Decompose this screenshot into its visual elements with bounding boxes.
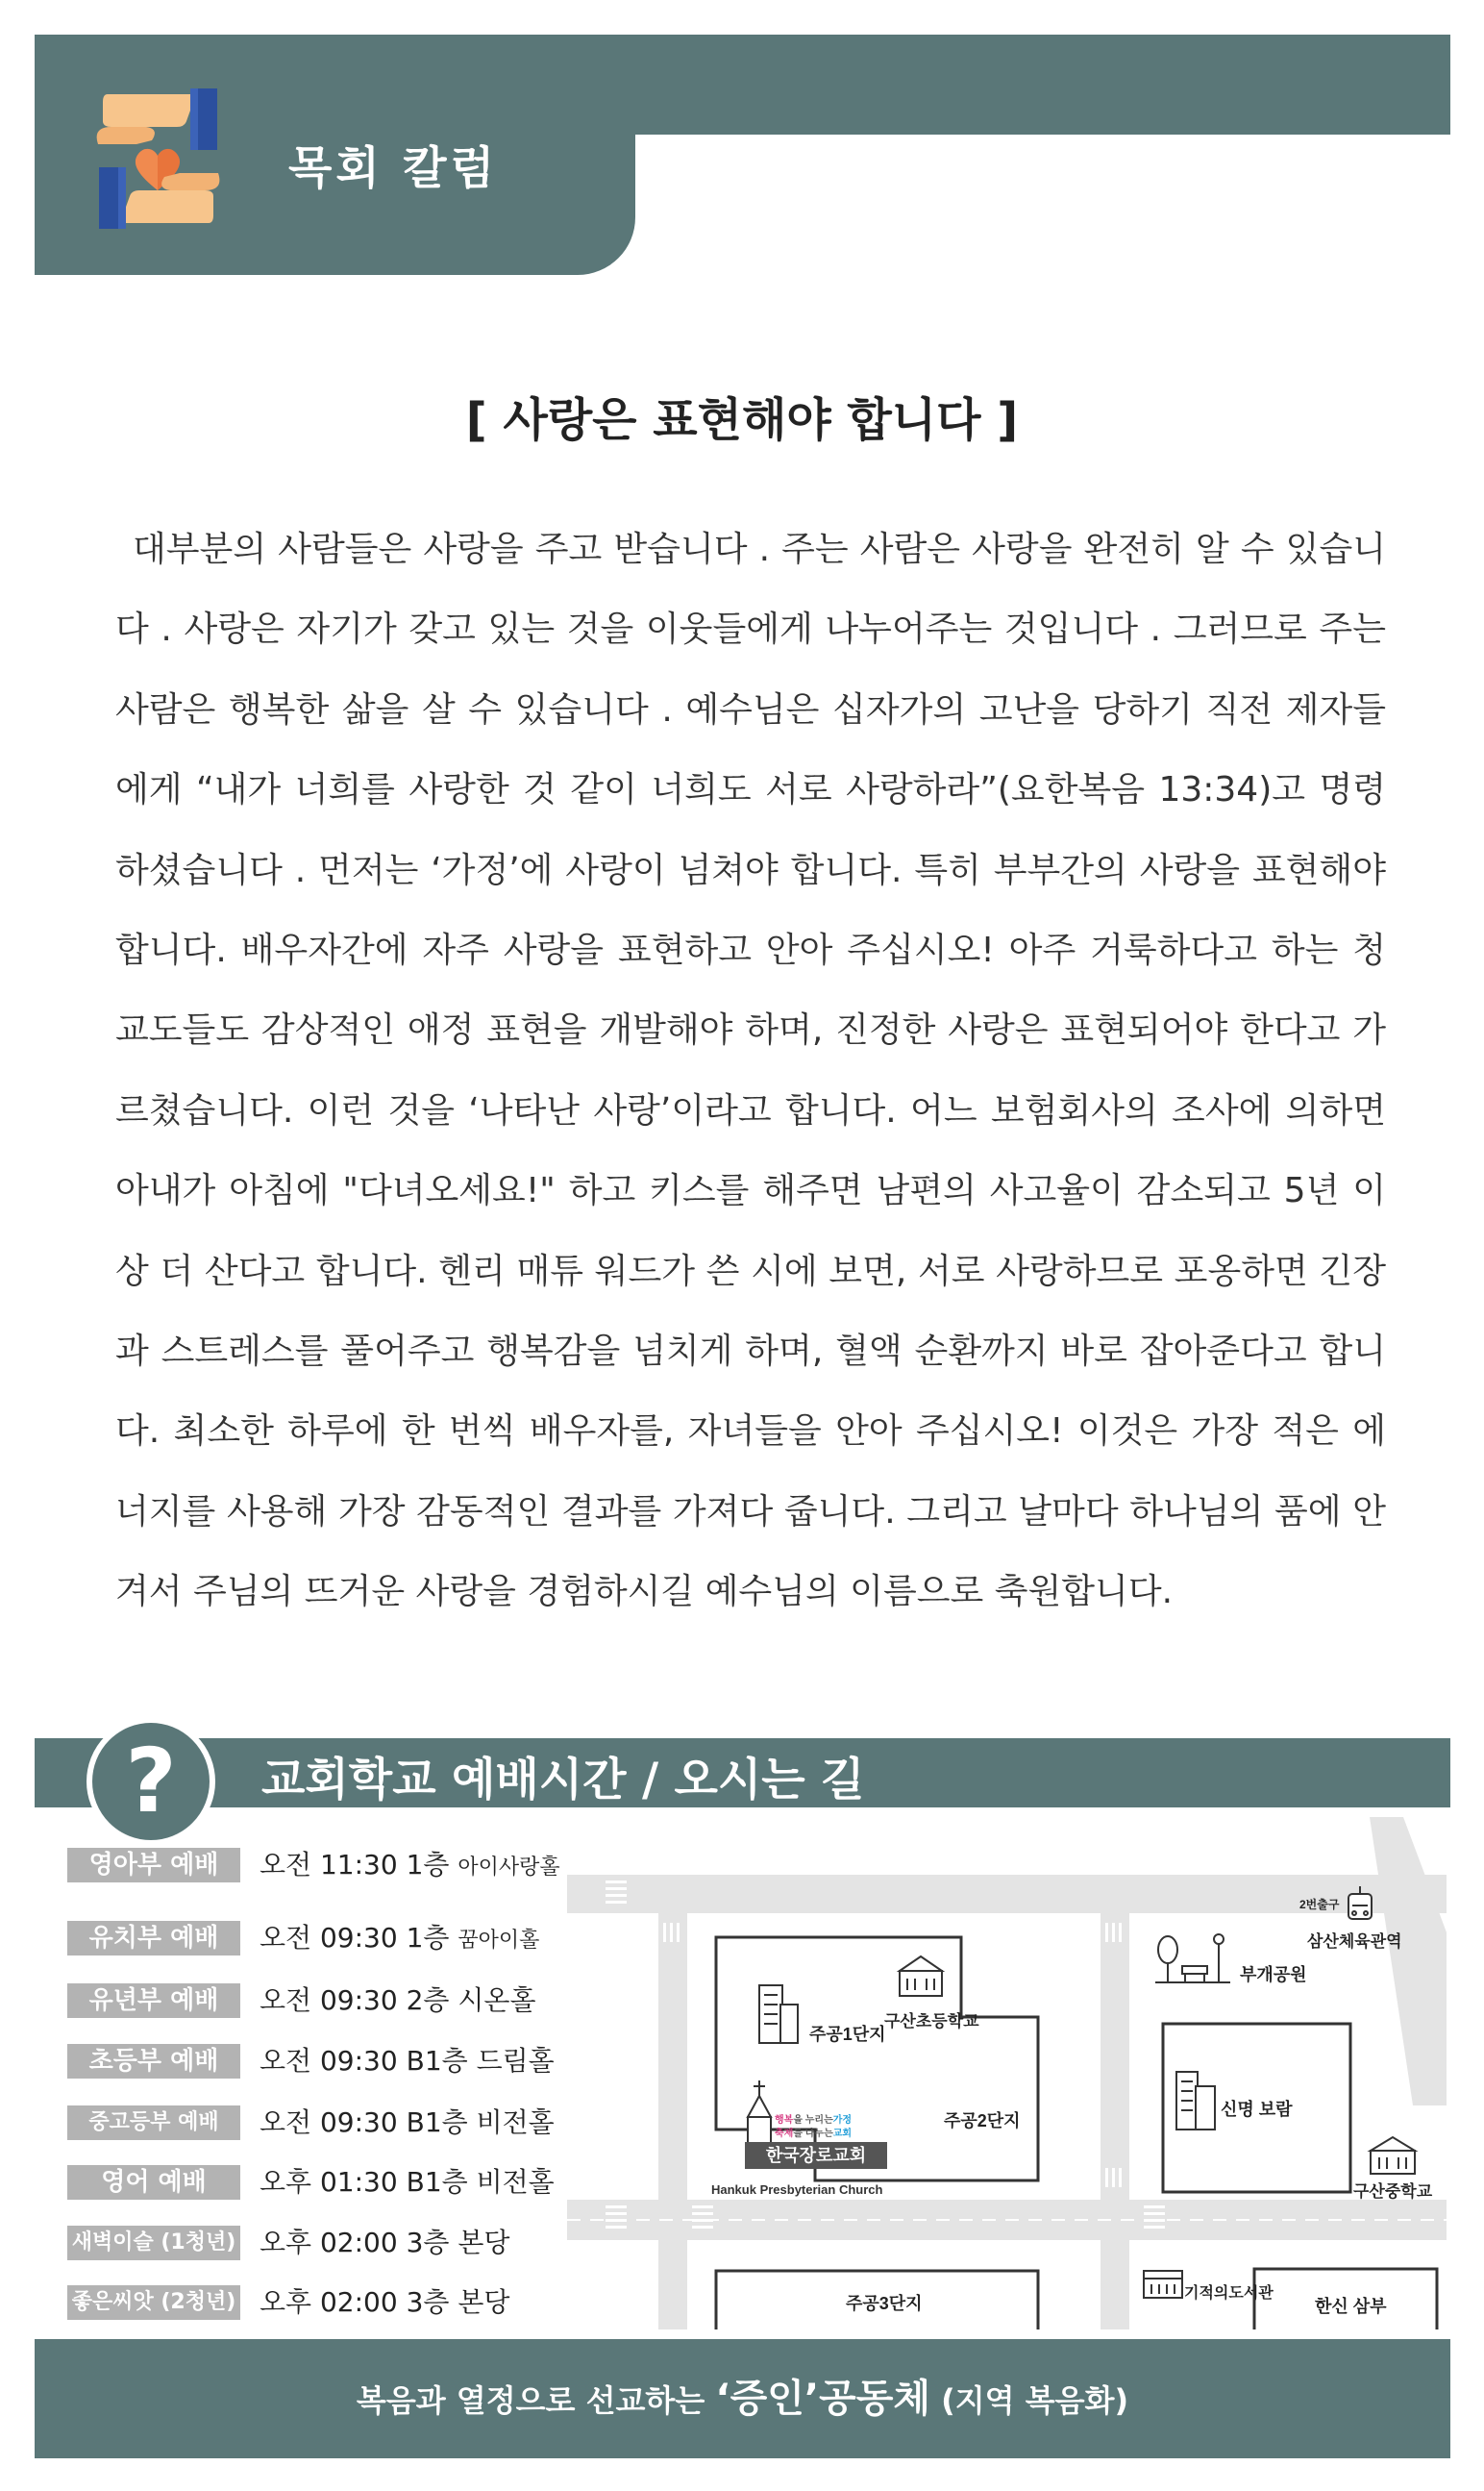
question-mark-icon: ? (125, 1730, 177, 1832)
apt2-label: 주공2단지 (944, 2111, 1021, 2130)
caring-hands-heart-icon (88, 87, 228, 231)
footer-text-post: (지역 복음화) (929, 2382, 1129, 2419)
schedule-label: 새벽이슬 (1청년) (67, 2226, 240, 2260)
church-slogan-line2: 축제를 나누는교회 (775, 2129, 853, 2139)
column-body: 대부분의 사람들은 사랑을 주고 받습니다 . 주는 사람은 사랑을 완전히 알 수 있습니다 . 사랑은 자기가 갖고 있는 것을 이웃들에게 나누어주는 것입니다 . 그러므로 주는 사람은 행복한 삶을 살 수 있습니다 . 예수님은 십자가의 고난을 당하기 직전 제자들에게 “내가 너희를 사랑한 것 같이 너희도 서로 사랑하라”(요한복음 13:34)고 명령하셨습니다 . 먼저는 ‘가정’에 사랑이 넘쳐야 합니다. 특히 부부간의 사랑을 표현해야 합니다. 배우자간에 자주 사랑을 표현하고 안아 주십시오! 아주 거룩하다고 하는 청교도들도 감상적인 애정 표현을 개발해야 하며, 진정한 사랑은 표현되어야 한다고 가르쳤습니다. 이런 것을 ‘나타난 사랑’이라고 합니다. 어느 보험회사의 조사에 의하면 아내가 아침에 "다녀오세요!" 하고 키스를 해주면 남편의 사고율이 감소되고 5년 이상 더 산다고 합니다. 헨리 매튜 워드가 쓴 시에 보면, 서로 사랑하므로 포옹하면 긴장과 스트레스를 풀어주고 행복감을 넘치게 하며, 혈액 순환까지 바로 잡아준다고 합니다. 최소한 하루에 한 번씩 배우자를, 자녀들을 안아 주십시오! 이것은 가장 적은 에너지를 사용해 가장 감동적인 결과를 가져다 줍니다. 그리고 날마다 하나님의 품에 안겨서 주님의 뜨거운 사랑을 경험하시길 예수님의 이름으로 축원합니다. (115, 530, 1386, 1612)
church-name-label: 한국장로교회 (765, 2146, 867, 2165)
footer-banner (35, 2339, 1450, 2458)
footer-text-community: 공동체 (819, 2377, 930, 2421)
church-english-label: Hankuk Presbyterian Church (711, 2182, 883, 2197)
location-map (567, 1817, 1447, 2329)
school-section-title: 교회학교 예배시간 / 오시는 길 (261, 1754, 865, 1806)
schedule-label: 유년부 예배 (67, 1983, 240, 2018)
exit-label: 2번출구 (1299, 1898, 1340, 1911)
gym-label: 삼산체육관역 (1307, 1932, 1402, 1951)
schedule-time: 오전 09:30 B1층 드림홀 (260, 2045, 555, 2077)
road-middle (1101, 1875, 1129, 2329)
schedule-label: 영아부 예배 (67, 1848, 240, 1882)
school-mid-label: 구산중학교 (1353, 2182, 1433, 2201)
road-left (658, 1875, 687, 2329)
apt1-label: 주공1단지 (809, 2025, 886, 2044)
schedule-time: 오후 02:00 3층 본당 (260, 2227, 510, 2258)
schedule-time: 오전 09:30 1층 꿈아이홀 (260, 1922, 540, 1954)
footer-text-pre: 복음과 열정으로 선교하는 (356, 2382, 716, 2419)
church-slogan-line1: 행복을 누리는가정 (775, 2115, 853, 2126)
schedule-label: 중고등부 예배 (67, 2105, 240, 2140)
library-building-icon (1144, 2271, 1182, 2298)
library-label: 기적의도서관 (1184, 2285, 1274, 2302)
park-label: 부개공원 (1240, 1965, 1307, 1984)
schedule-label: 유치부 예배 (67, 1921, 240, 1955)
column-title: [ 사랑은 표현해야 합니다 ] (465, 393, 1019, 447)
bank-label: 신명 보람 (1221, 2100, 1293, 2119)
schedule-label: 좋은씨앗 (2청년) (67, 2285, 240, 2320)
schedule-time: 오후 01:30 B1층 비전홀 (260, 2166, 555, 2198)
school-elem-label: 구산초등학교 (884, 2012, 979, 2030)
schedule-time: 오전 11:30 1층 아이사랑홀 (260, 1849, 560, 1881)
apt3-label: 주공3단지 (846, 2294, 923, 2313)
schedule-label: 영어 예배 (67, 2165, 240, 2200)
schedule-label: 초등부 예배 (67, 2044, 240, 2079)
schedule-time: 오전 09:30 2층 시온홀 (260, 1984, 536, 2016)
page-title: 목회 칼럼 (288, 142, 498, 195)
hanshin-label: 한신 삼부 (1315, 2297, 1387, 2316)
schedule-time: 오전 09:30 B1층 비전홀 (260, 2106, 555, 2138)
footer-text-highlight: ‘증인’ (715, 2377, 820, 2421)
schedule-time: 오후 02:00 3층 본당 (260, 2286, 510, 2318)
